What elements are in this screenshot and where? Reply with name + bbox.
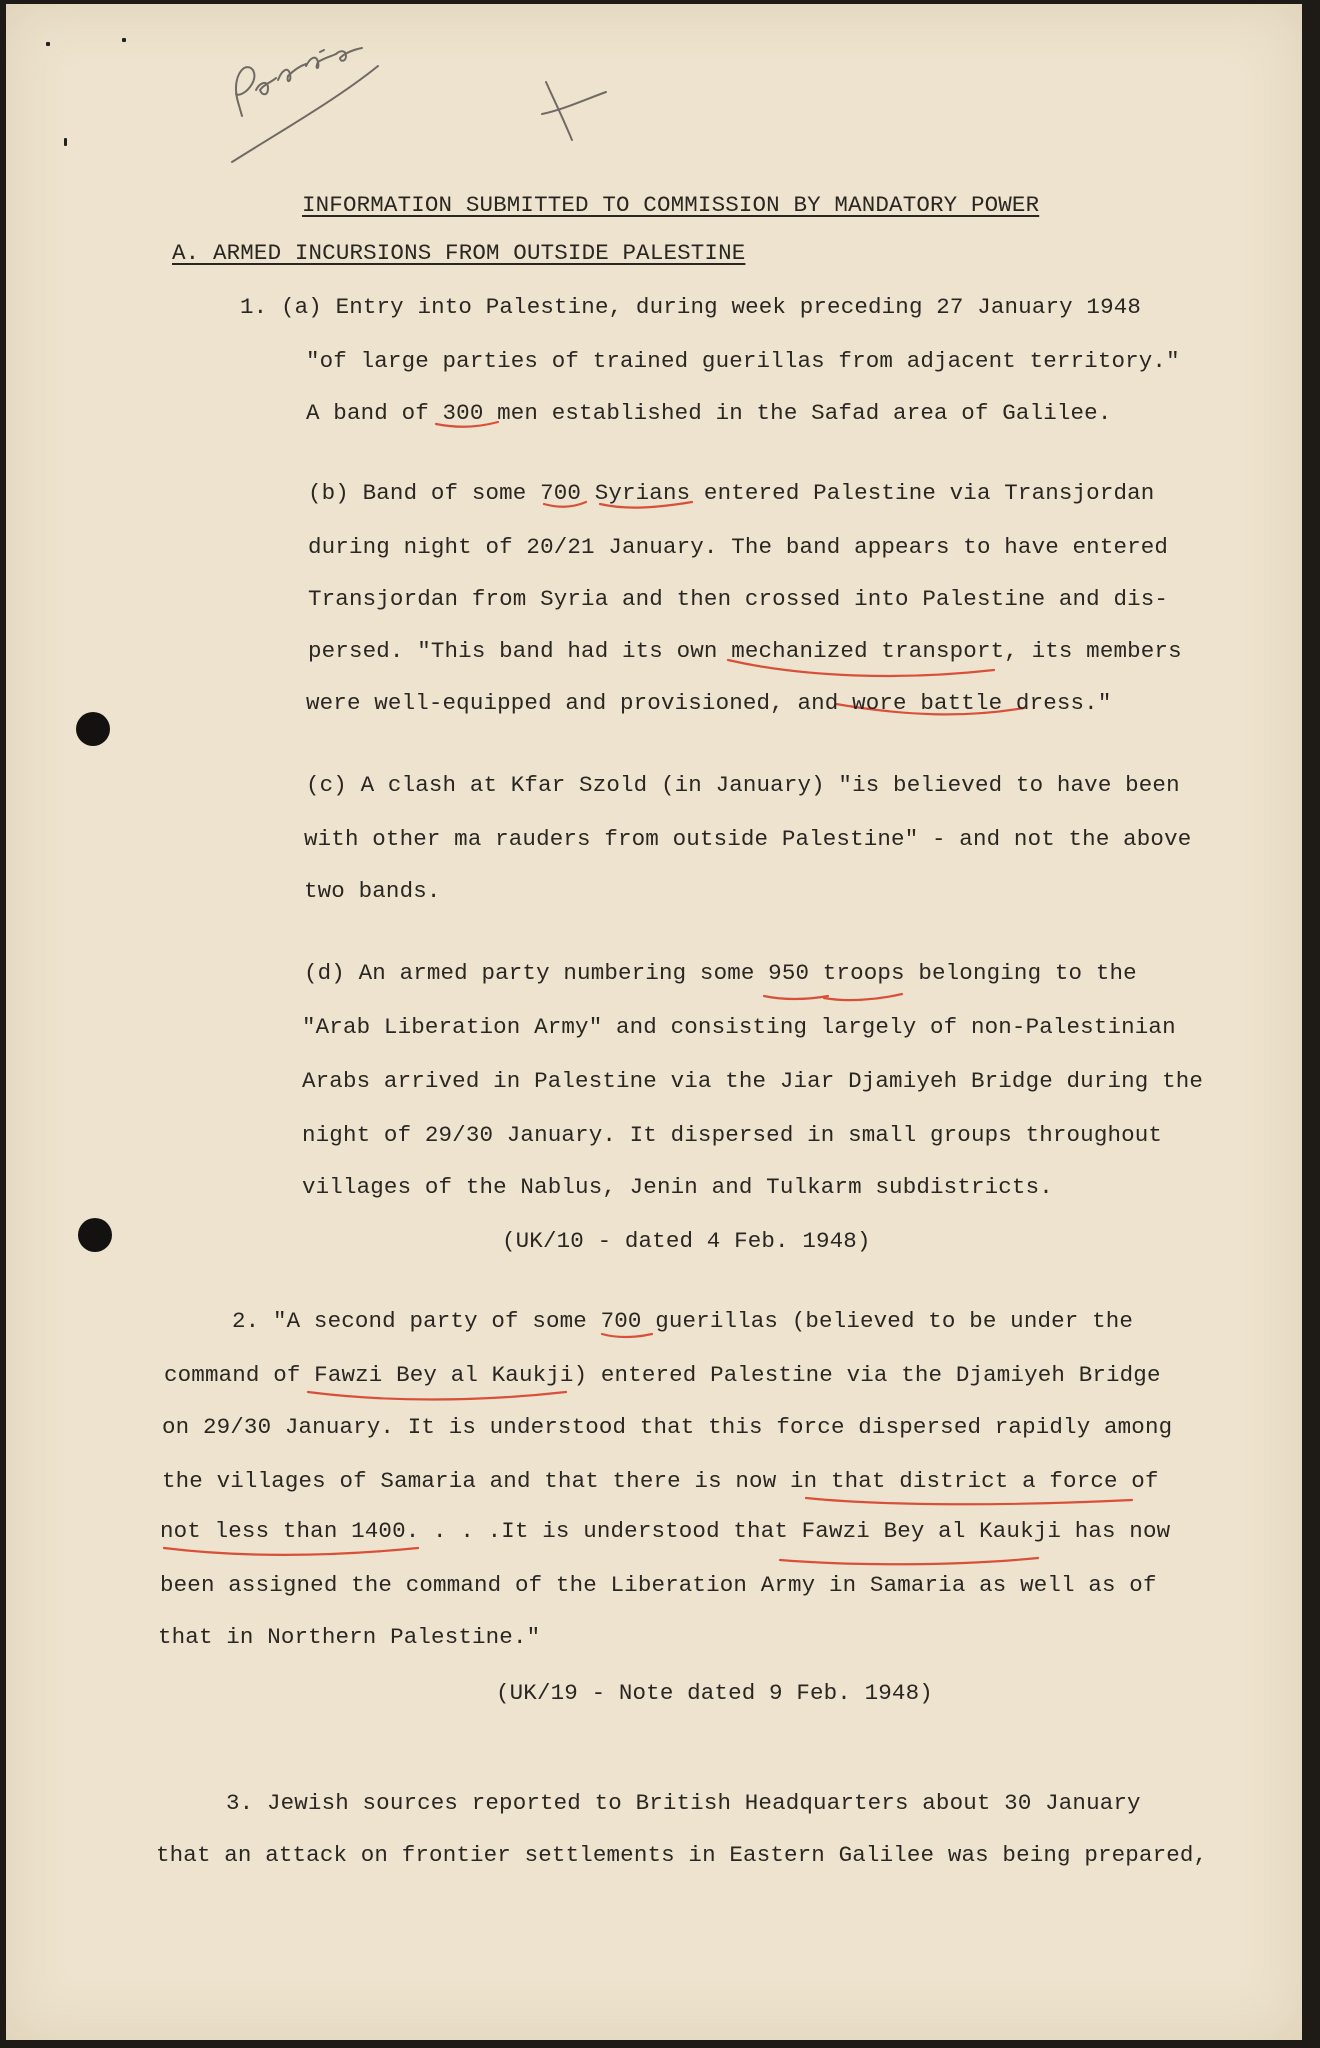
paragraph-1b-line: during night of 20/21 January. The band appears to have entered [308,534,1169,560]
paragraph-2-line: 2. "A second party of some 700 guerillas (believed to be under the [232,1308,1134,1334]
document-heading: INFORMATION SUBMITTED TO COMMISSION BY MANDATORY POWER [302,192,1040,218]
paragraph-2-line: command of Fawzi Bey al Kaukji) entered Palestine via the Djamiyeh Bridge [164,1362,1161,1388]
paragraph-1d-line: "Arab Liberation Army" and consisting largely of non-Palestinian [302,1014,1176,1040]
paragraph-1c-line: two bands. [304,878,441,904]
paragraph-1c-line: (c) A clash at Kfar Szold (in January) "is believed to have been [306,772,1180,798]
punch-hole [78,1218,112,1252]
document-page [6,4,1302,2040]
paragraph-1b-line: were well-equipped and provisioned, and wore battle dress." [306,690,1112,716]
paragraph-2-line: not less than 1400. . . .It is understood that Fawzi Bey al Kaukji has now [160,1518,1171,1544]
paragraph-1d-line: villages of the Nablus, Jenin and Tulkarm subdistricts. [302,1174,1053,1200]
paragraph-1b-line: Transjordan from Syria and then crossed into Palestine and dis- [308,586,1169,612]
paragraph-1a-line: 1. (a) Entry into Palestine, during week preceding 27 January 1948 [240,294,1142,320]
paragraph-1a-line: A band of 300 men established in the Safad area of Galilee. [306,400,1112,426]
handwritten-signature [232,48,606,162]
paragraph-1d-line: (d) An armed party numbering some 950 troops belonging to the [304,960,1137,986]
paragraph-3-line: 3. Jewish sources reported to British Headquarters about 30 January [226,1790,1141,1816]
paragraph-2-line: on 29/30 January. It is understood that this force dispersed rapidly among [162,1414,1173,1440]
paragraph-2-line: the villages of Samaria and that there is now in that district a force of [162,1468,1159,1494]
punch-hole [76,712,110,746]
reference-note: (UK/10 - dated 4 Feb. 1948) [502,1228,871,1254]
paragraph-3-line: that an attack on frontier settlements in Eastern Galilee was being prepared, [156,1842,1208,1868]
paragraph-2-line: been assigned the command of the Liberation Army in Samaria as well as of [160,1572,1157,1598]
paragraph-1a-line: "of large parties of trained guerillas from adjacent territory." [306,348,1180,374]
reference-note: (UK/19 - Note dated 9 Feb. 1948) [496,1680,933,1706]
paragraph-1c-line: with other ma rauders from outside Palestine" - and not the above [304,826,1192,852]
ink-mark [46,42,50,46]
paragraph-2-line: that in Northern Palestine." [158,1624,541,1650]
ink-mark [64,138,67,146]
ink-mark [122,38,126,42]
paragraph-1b-line: (b) Band of some 700 Syrians entered Palestine via Transjordan [308,480,1155,506]
paragraph-1d-line: night of 29/30 January. It dispersed in small groups throughout [302,1122,1163,1148]
paragraph-1d-line: Arabs arrived in Palestine via the Jiar Djamiyeh Bridge during the [302,1068,1204,1094]
section-heading: A. ARMED INCURSIONS FROM OUTSIDE PALESTINE [172,240,746,266]
paragraph-1b-line: persed. "This band had its own mechanized transport, its members [308,638,1182,664]
